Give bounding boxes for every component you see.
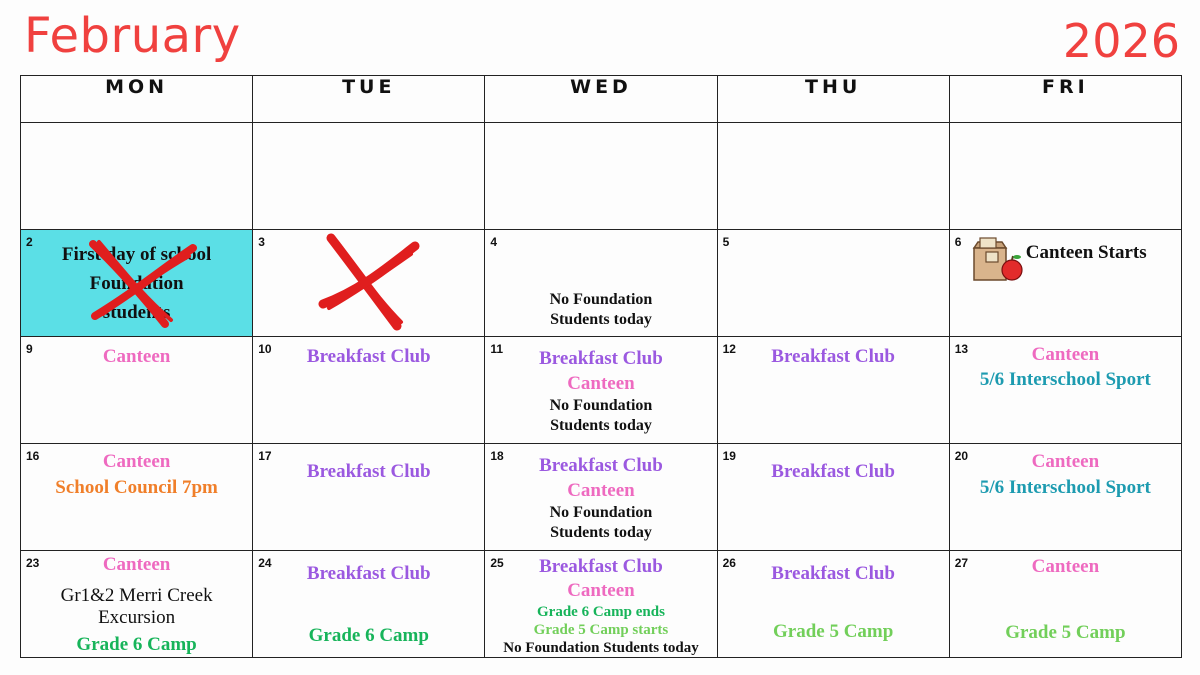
day-cell-4[interactable]: [485, 230, 717, 337]
empty-day-cell: [949, 123, 1181, 230]
day-cell-20[interactable]: [949, 444, 1181, 551]
day-number: 11: [490, 342, 504, 356]
day-number: 18: [490, 449, 504, 463]
day-cell-26[interactable]: [717, 551, 949, 658]
month-title: February: [24, 8, 241, 64]
no-foundation-line-2: Students today: [550, 417, 652, 434]
canteen-label: Canteen: [567, 480, 635, 501]
weekday-header-wed: WED: [485, 76, 717, 123]
weekday-header-thu: THU: [717, 76, 949, 123]
empty-day-cell: [485, 123, 717, 230]
no-foundation-line-2: Students today: [550, 311, 652, 328]
breakfast-club-label: Breakfast Club: [306, 461, 431, 482]
day-number: 17: [258, 449, 272, 463]
day-cell-2[interactable]: [21, 230, 253, 337]
canteen-label: Canteen: [1031, 344, 1100, 365]
no-foundation-line-2: Students today: [550, 524, 652, 541]
day-number: 25: [490, 556, 504, 570]
interschool-sport-label: 5/6 Interschool Sport: [979, 477, 1151, 498]
day-cell-27[interactable]: [949, 551, 1181, 658]
grade-5-camp-label: Grade 5 Camp: [772, 620, 894, 642]
day-number: 23: [26, 556, 40, 570]
canteen-label: Canteen: [102, 554, 171, 575]
canteen-starts-label: Canteen Starts: [1025, 242, 1147, 263]
empty-day-cell: [253, 123, 485, 230]
empty-day-cell: [21, 123, 253, 230]
canteen-label: Canteen: [567, 580, 635, 601]
canteen-label: Canteen: [102, 451, 171, 472]
weekday-header-tue: TUE: [253, 76, 485, 123]
day-number: 10: [258, 342, 272, 356]
day-number: 5: [722, 235, 730, 249]
day-cell-3[interactable]: [253, 230, 485, 337]
day-cell-5[interactable]: [717, 230, 949, 337]
day-cell-6[interactable]: [949, 230, 1181, 337]
day-number: 12: [722, 342, 736, 356]
no-foundation-line-1: No Foundation: [549, 397, 653, 414]
weekday-header-mon: MON: [21, 76, 253, 123]
day-cell-17[interactable]: [253, 444, 485, 551]
day-number: 16: [26, 449, 40, 463]
calendar-grid: [20, 75, 1182, 658]
grade-5-camp-label: Grade 5 Camp: [1005, 621, 1126, 643]
day-number: 26: [722, 556, 736, 570]
day-cell-18[interactable]: [485, 444, 717, 551]
day-cell-23[interactable]: [21, 551, 253, 658]
no-foundation-label: No Foundation Students today: [503, 640, 699, 656]
day-number: 3: [258, 235, 265, 249]
day-cell-16[interactable]: [21, 444, 253, 551]
day-number: 24: [258, 556, 272, 570]
breakfast-club-label: Breakfast Club: [771, 461, 895, 482]
year-title: 2026: [1062, 14, 1180, 68]
breakfast-club-label: Breakfast Club: [539, 556, 663, 577]
day-number: 2: [26, 235, 33, 249]
breakfast-club-label: Breakfast Club: [539, 348, 663, 369]
breakfast-club-label: Breakfast Club: [539, 455, 663, 476]
day-cell-9[interactable]: [21, 337, 253, 444]
day-number: 6: [954, 235, 962, 249]
day-number: 19: [722, 449, 736, 463]
school-council-label: School Council 7pm: [55, 477, 218, 498]
day-cell-19[interactable]: [717, 444, 949, 551]
day-number: 9: [26, 342, 33, 356]
no-foundation-line-1: No Foundation: [549, 504, 653, 521]
day-cell-11[interactable]: [485, 337, 717, 444]
no-foundation-line-1: No Foundation: [549, 291, 653, 308]
grade-6-camp-label: Grade 6 Camp: [76, 634, 197, 655]
day-cell-25[interactable]: [485, 551, 717, 658]
cross-mark-icon: [315, 232, 425, 332]
grade-5-camp-starts-label: Grade 5 Camp starts: [533, 622, 669, 638]
day-cell-24[interactable]: [253, 551, 485, 658]
breakfast-club-label: Breakfast Club: [306, 346, 431, 367]
weekday-header-fri: FRI: [949, 76, 1181, 123]
canteen-label: Canteen: [567, 373, 635, 394]
canteen-label: Canteen: [1031, 451, 1100, 472]
excursion-line-2: Excursion: [98, 607, 176, 628]
day-number: 27: [954, 556, 969, 570]
day-cell-12[interactable]: [717, 337, 949, 444]
day-number: 20: [954, 449, 969, 463]
breakfast-club-label: Breakfast Club: [306, 563, 431, 584]
first-day-line-2: Foundation: [89, 273, 184, 294]
breakfast-club-label: Breakfast Club: [771, 346, 895, 367]
breakfast-club-label: Breakfast Club: [771, 563, 895, 584]
day-number: 13: [954, 342, 969, 356]
grade-6-camp-ends-label: Grade 6 Camp ends: [537, 604, 665, 620]
canteen-label: Canteen: [1031, 556, 1100, 577]
first-day-line-3: students: [102, 302, 171, 323]
day-cell-13[interactable]: [949, 337, 1181, 444]
lunch-bag-apple-icon: [968, 236, 1024, 282]
empty-day-cell: [717, 123, 949, 230]
canteen-label: Canteen: [102, 346, 171, 367]
excursion-line-1: Gr1&2 Merri Creek: [60, 585, 213, 606]
first-day-line-1: First day of school: [61, 244, 212, 265]
interschool-sport-label: 5/6 Interschool Sport: [979, 369, 1151, 390]
day-number: 4: [490, 235, 498, 249]
day-cell-10[interactable]: [253, 337, 485, 444]
grade-6-camp-label: Grade 6 Camp: [308, 624, 429, 646]
